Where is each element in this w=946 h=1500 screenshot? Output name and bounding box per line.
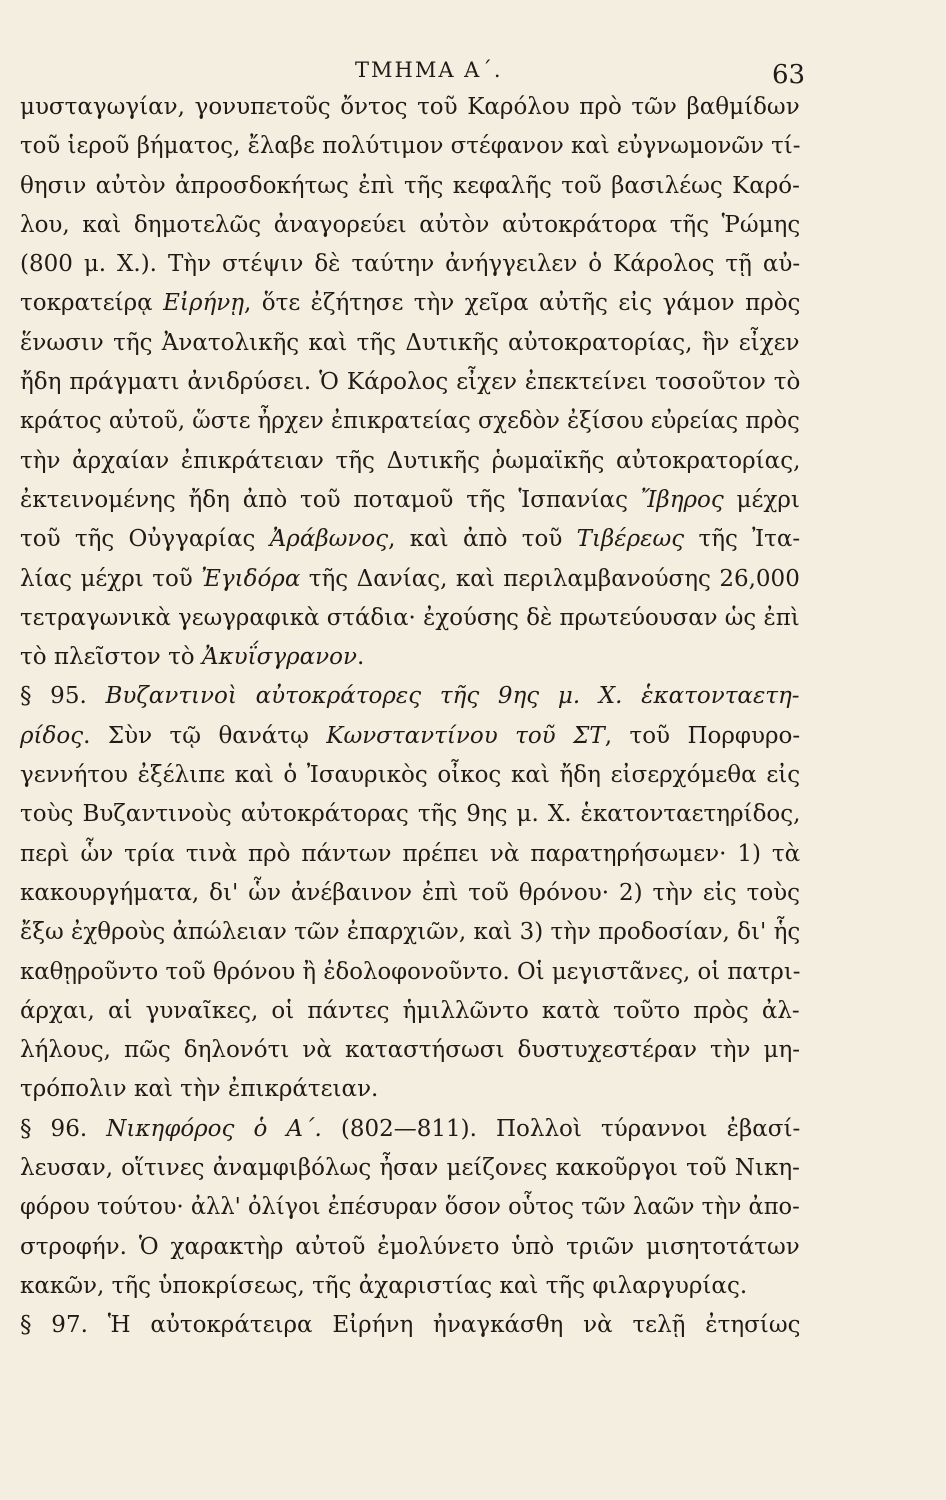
text-run: τοῦ ἱεροῦ βήματος, ἔλαβε πολύτιμον στέφανον καὶ εὐγνωμονῶν τί- (20, 133, 801, 160)
text-run: . (356, 644, 365, 671)
text-line (20, 481, 800, 520)
text-run: (802—811). Πολλοὶ τύραννοι ἐβασί- (321, 1115, 801, 1142)
text-run: ἕνωσιν τῆς Ἀνατολικῆς καὶ τῆς Δυτικῆς αὐτοκρατορίας, ἣν εἶχεν (20, 329, 800, 356)
text-run: ἤδη πράγματι ἀνιδρύσει. Ὁ Κάρολος εἶχεν ἐπεκτείνει τοσοῦτον τὸ (20, 369, 801, 396)
text-run: § 96. (20, 1115, 107, 1142)
text-run: . Σὺν τῷ θανάτῳ (83, 722, 327, 749)
text-line (20, 953, 800, 992)
text-line (20, 677, 800, 716)
text-run: τοκρατείρᾳ (20, 290, 164, 317)
italic-text: Ἀκυΐσγρανον (201, 644, 357, 671)
text-run: τῆς Ἰτα- (684, 526, 801, 553)
text-line (20, 284, 800, 323)
text-run: λου, καὶ δημοτελῶς ἀναγορεύει αὐτὸν αὐτοκράτορα τῆς Ῥώμης (20, 211, 801, 238)
text-run: τὴν ἀρχαίαν ἐπικράτειαν τῆς Δυτικῆς ῥωμαϊκῆς αὐτοκρατορίας, (20, 447, 801, 474)
text-line (20, 127, 800, 166)
text-run: στροφήν. Ὁ χαρακτὴρ αὐτοῦ ἐμολύνετο ὑπὸ τριῶν μισητοτάτων (20, 1233, 800, 1260)
text-line (20, 599, 800, 638)
text-line (20, 324, 800, 363)
text-line (20, 1228, 800, 1267)
text-run: τρόπολιν καὶ τὴν ἐπικράτειαν. (20, 1076, 379, 1103)
text-line (20, 913, 800, 952)
text-line (20, 245, 800, 284)
text-run: μυσταγωγίαν, γονυπετοῦς ὄντος τοῦ Καρόλου πρὸ τῶν βαθμίδων (20, 94, 800, 120)
italic-text: ρίδος (20, 722, 84, 749)
page-header (0, 52, 946, 92)
text-line (20, 1031, 800, 1070)
text-line (20, 442, 800, 481)
text-line (20, 1070, 800, 1109)
italic-text: Ἐγιδόρα (201, 565, 301, 592)
italic-text: Εἰρήνῃ (163, 290, 245, 317)
text-line (20, 1306, 800, 1345)
text-line (20, 992, 800, 1031)
text-run: περὶ ὧν τρία τινὰ πρὸ πάντων πρέπει νὰ παρατηρήσωμεν· 1) τὰ (20, 840, 801, 867)
text-run: τὸ πλεῖστον τὸ (20, 644, 202, 671)
text-line (20, 1149, 800, 1188)
text-line (20, 402, 800, 441)
text-run: καθῃροῦντο τοῦ θρόνου ἢ ἐδολοφονοῦντο. Οἱ μεγιστᾶνες, οἱ πατρι- (20, 958, 801, 985)
text-run: λίας μέχρι τοῦ (20, 565, 202, 592)
italic-text: Κωνσταντίνου τοῦ ΣΤ (326, 722, 605, 749)
text-run: (800 μ. Χ.). Τὴν στέψιν δὲ ταύτην ἀνήγγειλεν ὁ Κάρολος τῇ αὐ- (20, 251, 801, 278)
text-line (20, 756, 800, 795)
page-number: 63 (772, 60, 806, 90)
text-run: τοῦ τῆς Οὐγγαρίας (20, 526, 270, 553)
text-line (20, 88, 800, 127)
body-text (20, 88, 800, 1346)
text-line (20, 206, 800, 245)
text-line (20, 638, 800, 677)
text-line (20, 1110, 800, 1149)
text-line (20, 835, 800, 874)
text-run: τοὺς Βυζαντινοὺς αὐτοκράτορας τῆς 9ης μ. Χ. ἑκατονταετηρίδος, (20, 801, 801, 828)
italic-text: Ἀράβωνος (269, 526, 389, 553)
text-run: κακουργήματα, δι' ὧν ἀνέβαινον ἐπὶ τοῦ θρόνου· 2) τὴν εἰς τοὺς (20, 879, 801, 906)
italic-text: Βυζαντινοὶ αὐτοκράτορες τῆς 9ης μ. Χ. ἑκατονταετη- (105, 683, 800, 710)
text-run: ἔξω ἐχθροὺς ἀπώλειαν τῶν ἐπαρχιῶν, καὶ 3) τὴν προδοσίαν, δι' ἧς (20, 919, 801, 946)
text-run: λήλους, πῶς δηλονότι νὰ καταστήσωσι δυστυχεστέραν τὴν μη- (20, 1037, 801, 1064)
text-run: θησιν αὐτὸν ἀπροσδοκήτως ἐπὶ τῆς κεφαλῆς τοῦ βασιλέως Καρό- (20, 172, 800, 199)
text-run: , ὅτε ἐζήτησε τὴν χεῖρα αὐτῆς εἰς γάμον πρὸς (244, 290, 801, 317)
text-run: γεννήτου ἐξέλιπε καὶ ὁ Ἰσαυρικὸς οἶκος καὶ ἤδη εἰσερχόμεθα εἰς (20, 762, 801, 789)
text-run: λευσαν, οἵτινες ἀναμφιβόλως ἦσαν μείζονες κακοῦργοι τοῦ Νικη- (20, 1155, 800, 1182)
text-line (20, 363, 800, 402)
text-line (20, 520, 800, 559)
text-line (20, 874, 800, 913)
text-run: φόρου τούτου· ἀλλ' ὀλίγοι ἐπέσυραν ὅσον οὗτος τῶν λαῶν τὴν ἀπο- (20, 1194, 800, 1221)
text-run: , καὶ ἀπὸ τοῦ (388, 526, 577, 553)
text-line (20, 560, 800, 599)
text-line (20, 795, 800, 834)
text-run: κακῶν, τῆς ὑποκρίσεως, τῆς ἀχαριστίας καὶ τῆς φιλαργυρίας. (20, 1272, 748, 1299)
text-run: , τοῦ Πορφυρο- (604, 722, 801, 749)
text-line (20, 1188, 800, 1227)
text-run: τετραγωνικὰ γεωγραφικὰ στάδια· ἐχούσης δὲ πρωτεύουσαν ὡς ἐπὶ (20, 604, 800, 631)
italic-text: Τιβέρεως (576, 526, 685, 553)
text-run: μέχρι (723, 486, 800, 513)
text-line (20, 167, 800, 206)
text-line (20, 717, 800, 756)
text-run: ἐκτεινομένης ἤδη ἀπὸ τοῦ ποταμοῦ τῆς Ἱσπανίας (20, 486, 641, 513)
text-run: τῆς Δανίας, καὶ περιλαμβανούσης 26,000 (300, 565, 800, 592)
text-run: άρχαι, αἱ γυναῖκες, οἱ πάντες ἡμιλλῶντο κατὰ τοῦτο πρὸς ἀλ- (20, 997, 800, 1024)
italic-text: Νικηφόρος ὁ Α΄. (106, 1115, 322, 1142)
text-run: κράτος αὐτοῦ, ὥστε ἦρχεν ἐπικρατείας σχεδὸν ἐξίσου εὐρείας πρὸς (20, 408, 800, 435)
italic-text: Ἴβηρος (640, 486, 724, 513)
text-run: § 97. Ἡ αὐτοκράτειρα Εἰρήνη ἠναγκάσθη νὰ τελῇ ἐτησίως (20, 1312, 801, 1339)
running-head: ΤΜΗΜΑ Α΄. (355, 58, 503, 82)
text-line (20, 1267, 800, 1306)
text-run: § 95. (20, 683, 106, 710)
